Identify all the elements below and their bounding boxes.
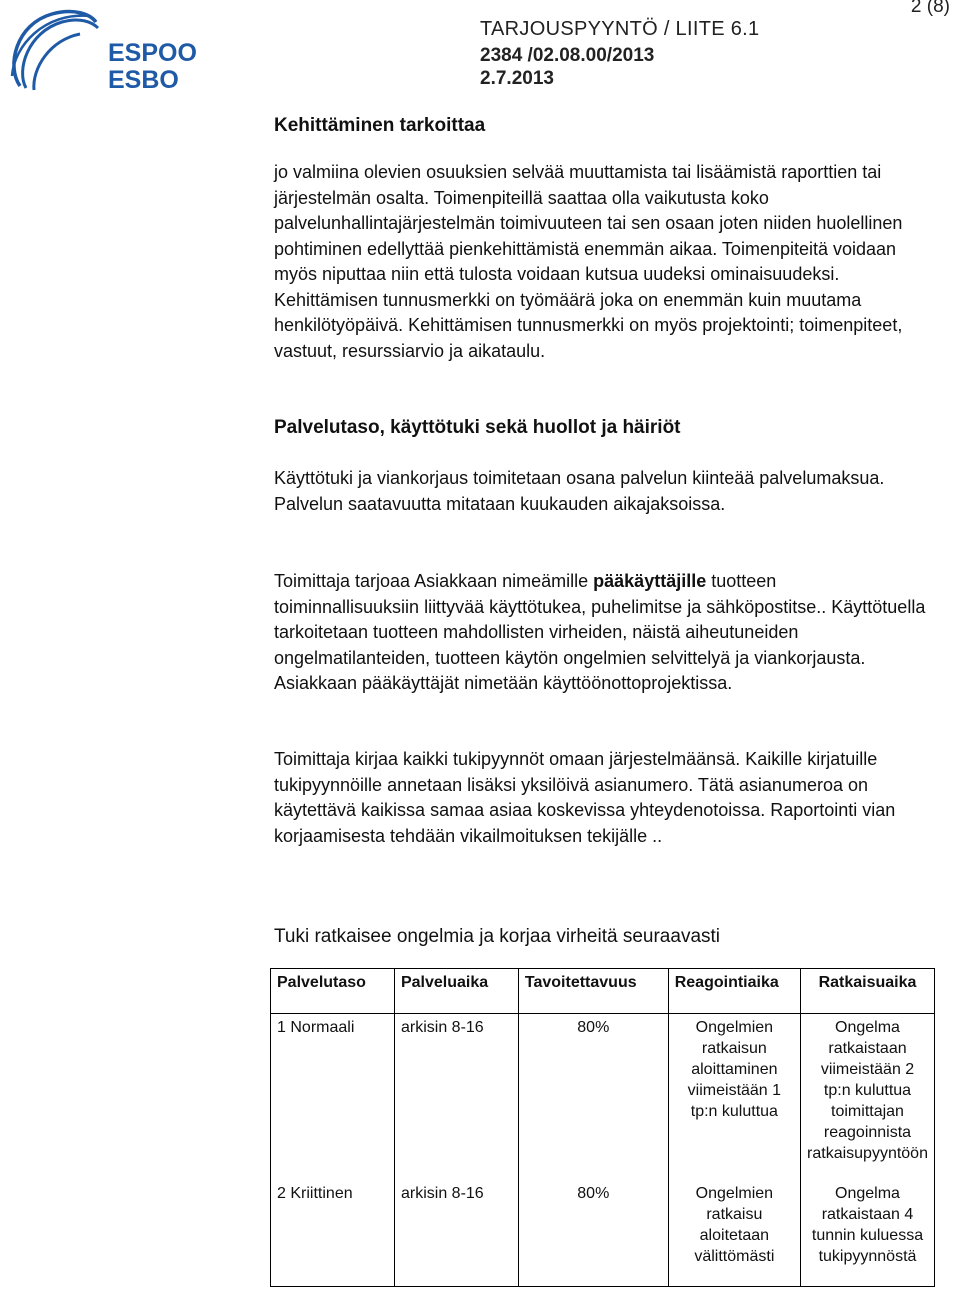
header-availability: Tavoitettavuus (518, 969, 668, 1014)
cell-resolution: Ongelma ratkaistaan viimeistään 2 tp:n kuluttua toimittajan reagoinnista ratkaisupyyntöön (801, 1014, 935, 1181)
paragraph-development (274, 160, 926, 364)
level-number: 2 (277, 1185, 286, 1202)
heading-service-level: Palvelutaso, käyttötuki sekä huollot ja häiriöt (274, 417, 681, 438)
bold-term: pääkäyttäjille (593, 571, 707, 591)
table-row (271, 1180, 935, 1287)
text-after: tuotteen toiminnallisuuksiin liittyvää käyttötukea, puhelimitse ja sähköpostitse.. Käyttötuella tarkoitetaan tuotteen mahdollisten virheiden, näistä aiheutuneiden ongelmatilanteiden, tuotteen käytön ongelmien selvittelyä ja viankorjausta. Asiakkaan pääkäyttäjät nimetään käyttöönottoprojektissa. (274, 571, 926, 693)
cell-reaction: Ongelmien ratkaisu aloitetaan välittömästi (668, 1180, 800, 1287)
header-resolution-time: Ratkaisuaika (801, 969, 935, 1014)
document-number: 2384 /02.08.00/2013 (480, 45, 655, 66)
header-service-level: Palvelutaso (271, 969, 395, 1014)
cell-reaction: Ongelmien ratkaisun aloittaminen viimeistään 1 tp:n kuluttua (668, 1014, 800, 1181)
paragraph-ticketing (274, 747, 926, 849)
sla-table (270, 968, 935, 1287)
cell-level (271, 1180, 395, 1287)
header-reaction-time: Reagointiaika (668, 969, 800, 1014)
paragraph-support (274, 466, 926, 517)
cell-resolution: Ongelma ratkaistaan 4 tunnin kuluessa tukipyynnöstä (801, 1180, 935, 1287)
cell-level (271, 1014, 395, 1181)
page-number: 2 (8) (910, 0, 950, 17)
level-name: Normaali (290, 1019, 355, 1036)
cell-service-time: arkisin 8-16 (394, 1180, 518, 1287)
level-name: Kriittinen (290, 1185, 353, 1202)
table-header-row (271, 969, 935, 1014)
svg-text:ESBO: ESBO (108, 66, 179, 94)
level-number: 1 (277, 1019, 286, 1036)
svg-text:ESPOO: ESPOO (108, 39, 197, 67)
document-title: TARJOUSPYYNTÖ / LIITE 6.1 (480, 18, 760, 40)
paragraph-text: Toimittaja kirjaa kaikki tukipyynnöt omaan järjestelmäänsä. Kaikille kirjatuille tukipyynnöille annetaan lisäksi yksilöivä asianumero. Tätä asianumeroa on käytettävä kaikissa samaa asiaa koskevissa yhteydenotoissa. Raportointi vian korjaamisesta tehdään vikailmoituksen tekijälle .. (274, 749, 896, 846)
cell-service-time: arkisin 8-16 (394, 1014, 518, 1181)
paragraph-text (274, 569, 926, 697)
paragraph-admin-support (274, 569, 926, 697)
header-service-time: Palveluaika (394, 969, 518, 1014)
paragraph-text: Käyttötuki ja viankorjaus toimitetaan osana palvelun kiinteää palvelumaksua. Palvelun saatavuutta mitataan kuukauden aikajaksoissa. (274, 468, 885, 514)
logo-swirl-icon (4, 6, 204, 96)
section-title: Kehittäminen tarkoittaa (274, 115, 486, 136)
text-before: Toimittaja tarjoaa Asiakkaan nimeämille (274, 571, 594, 591)
cell-availability: 80% (518, 1180, 668, 1287)
table-title: Tuki ratkaisee ongelmia ja korjaa virheitä seuraavasti (274, 926, 721, 947)
table-row (271, 1014, 935, 1181)
espoo-logo (4, 6, 204, 96)
cell-availability: 80% (518, 1014, 668, 1181)
paragraph-text: jo valmiina olevien osuuksien selvää muuttamista tai lisäämistä raporttien tai järjestelmän osalta. Toimenpiteillä saattaa olla vaikutusta koko palvelunhallintajärjestelmän toimivuuteen tai sen osaan joten niiden huolellinen pohtiminen edellyttää pienkehittämistä enemmän aikaa. Toimenpiteitä voidaan myös niputtaa niin että tulosta voidaan kutsua uudeksi ominaisuudeksi. Kehittämisen tunnusmerkki on työmäärä joka on enemmän kuin muutama henkilötyöpäivä. Kehittämisen tunnusmerkki on myös projektointi; toimenpiteet, vastuut, resurssiarvio ja aikataulu. (274, 162, 903, 361)
document-date: 2.7.2013 (480, 68, 554, 89)
